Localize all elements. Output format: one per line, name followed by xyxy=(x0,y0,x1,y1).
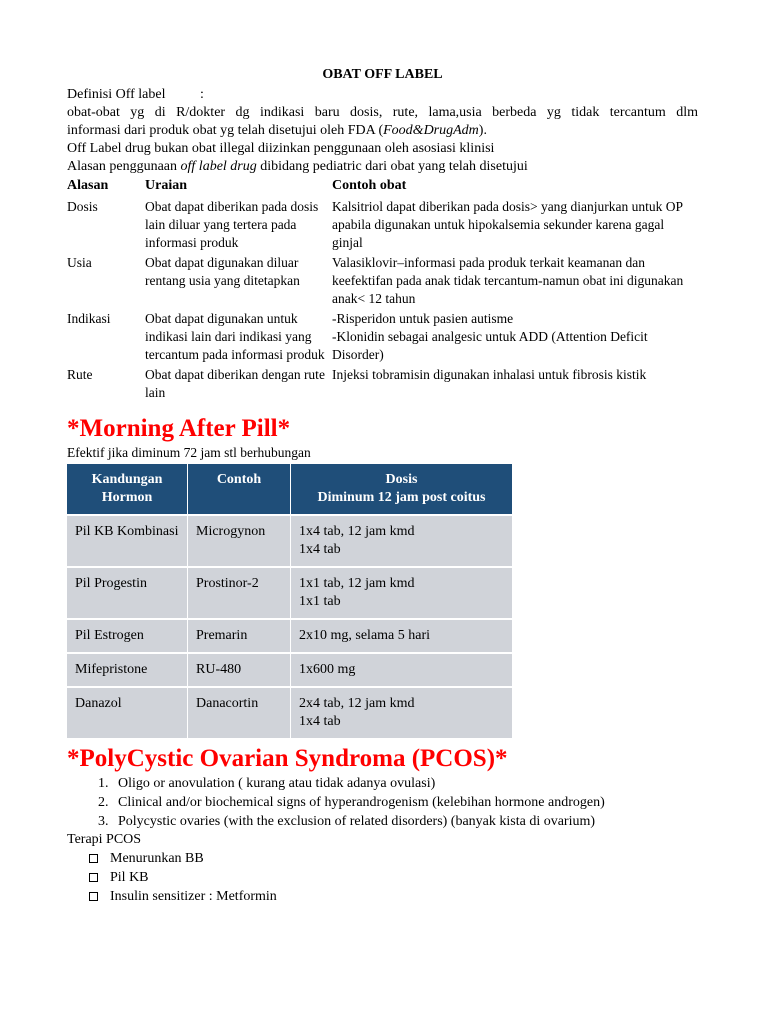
table-row xyxy=(67,567,512,619)
hormon-cell: Pil Estrogen xyxy=(67,619,188,653)
table-row xyxy=(67,619,512,653)
off-label-statement: Off Label drug bukan obat illegal diizinkan penggunaan oleh asosiasi klinisi xyxy=(67,141,495,156)
alasan-intro-pre: Alasan penggunaan xyxy=(67,159,181,174)
contoh-cell: RU-480 xyxy=(188,653,291,687)
dosis-cell xyxy=(291,567,513,619)
table-row xyxy=(67,310,698,366)
morning-after-subtitle: Efektif jika diminum 72 jam stl berhubungan xyxy=(67,445,311,460)
pill-table-header xyxy=(67,464,512,515)
table-row xyxy=(67,198,698,254)
contoh-cell: Kalsitriol dapat diberikan pada dosis> yang dianjurkan untuk OP apabila digunakan untuk hipokalsemia sekunder karena gagal ginjal xyxy=(332,199,683,250)
header-dosis-line1: Dosis xyxy=(385,472,418,487)
page-title: OBAT OFF LABEL xyxy=(322,67,443,82)
definition-text-2-italic: Food&DrugAdm xyxy=(383,123,479,138)
header-dosis-line2: Diminum 12 jam post coitus xyxy=(317,490,486,505)
dosis-line: 1x4 tab xyxy=(299,714,341,729)
definition-text-2-post: ). xyxy=(478,123,487,138)
morning-after-pill-table xyxy=(67,464,512,738)
definition-text-1: obat-obat yg di R/dokter dg indikasi baru dosis, rute, lama,usia berbeda yg tidak tercantum dlm xyxy=(67,105,698,120)
hormon-cell: Mifepristone xyxy=(67,653,188,687)
list-item xyxy=(89,887,698,906)
table-row xyxy=(67,687,512,738)
dosis-line: 1x4 tab, 12 jam kmd xyxy=(299,524,415,539)
list-item: 1. Oligo or anovulation ( kurang atau tidak adanya ovulasi) xyxy=(112,774,698,793)
header-contoh: Contoh xyxy=(188,464,291,515)
terapi-list xyxy=(67,849,698,906)
hormon-cell: Danazol xyxy=(67,687,188,738)
dosis-cell xyxy=(291,687,513,738)
table-row xyxy=(67,254,698,310)
terapi-item-text: Insulin sensitizer : Metformin xyxy=(110,889,277,904)
definition-text-2 xyxy=(67,122,698,140)
table-row xyxy=(67,515,512,567)
terapi-pcos-label: Terapi PCOS xyxy=(67,832,142,847)
uraian-cell: Obat dapat diberikan dengan rute lain xyxy=(145,367,325,400)
alasan-intro xyxy=(67,158,698,176)
checkbox-icon xyxy=(89,892,98,901)
alasan-cell: Dosis xyxy=(67,199,98,214)
list-item: 3. Polycystic ovaries (with the exclusion of related disorders) (banyak kista di ovarium) xyxy=(112,812,698,831)
list-item: 2. Clinical and/or biochemical signs of hyperandrogenism (kelebihan hormone androgen) xyxy=(112,793,698,812)
dosis-line: 1x4 tab xyxy=(299,542,341,557)
dosis-line: 1x1 tab, 12 jam kmd xyxy=(299,576,415,591)
alasan-table xyxy=(67,177,698,404)
list-item xyxy=(89,849,698,868)
alasan-intro-post: dibidang pediatric dari obat yang telah disetujui xyxy=(256,159,528,174)
dosis-cell xyxy=(291,515,513,567)
pcos-heading: *PolyCystic Ovarian Syndroma (PCOS)* xyxy=(67,745,508,772)
hormon-cell: Pil KB Kombinasi xyxy=(67,515,188,567)
dosis-cell xyxy=(291,619,513,653)
header-kandungan-hormon: Kandungan Hormon xyxy=(67,464,188,515)
uraian-cell: Obat dapat diberikan pada dosis lain diluar yang tertera pada informasi produk xyxy=(145,199,319,250)
table-row xyxy=(67,653,512,687)
contoh-cell xyxy=(332,310,698,366)
contoh-cell: Danacortin xyxy=(188,687,291,738)
terapi-item-text: Pil KB xyxy=(110,870,149,885)
contoh-item: -Klonidin sebagai analgesic untuk ADD (Attention Deficit Disorder) xyxy=(332,329,648,362)
header-contoh-obat: Contoh obat xyxy=(332,178,407,193)
header-uraian: Uraian xyxy=(145,178,187,193)
hormon-cell: Pil Progestin xyxy=(67,567,188,619)
alasan-cell: Usia xyxy=(67,255,92,270)
document-page xyxy=(67,66,698,906)
checkbox-icon xyxy=(89,873,98,882)
alasan-intro-italic: off label drug xyxy=(180,159,257,174)
definition-label-line xyxy=(67,86,698,104)
contoh-cell: Premarin xyxy=(188,619,291,653)
header-dosis xyxy=(291,464,513,515)
terapi-item-text: Menurunkan BB xyxy=(110,851,204,866)
uraian-cell: Obat dapat digunakan diluar rentang usia yang ditetapkan xyxy=(145,255,300,288)
alasan-table-header xyxy=(67,177,698,198)
dosis-line: 2x4 tab, 12 jam kmd xyxy=(299,696,415,711)
contoh-cell: Injeksi tobramisin digunakan inhalasi untuk fibrosis kistik xyxy=(332,367,647,382)
dosis-cell xyxy=(291,653,513,687)
header-alasan: Alasan xyxy=(67,178,109,193)
contoh-cell: Prostinor-2 xyxy=(188,567,291,619)
alasan-cell: Indikasi xyxy=(67,311,111,326)
definition-label: Definisi Off label xyxy=(67,87,166,102)
checkbox-icon xyxy=(89,854,98,863)
contoh-cell: Microgynon xyxy=(188,515,291,567)
list-item xyxy=(89,868,698,887)
table-row xyxy=(67,366,698,404)
definition-text-2-pre: informasi dari produk obat yg telah disetujui oleh FDA ( xyxy=(67,123,384,138)
contoh-item: -Risperidon untuk pasien autisme xyxy=(332,311,514,326)
definition-colon: : xyxy=(200,87,204,102)
dosis-line: 1x1 tab xyxy=(299,594,341,609)
pcos-criteria-list xyxy=(67,774,698,831)
contoh-cell: Valasiklovir–informasi pada produk terkait keamanan dan keefektifan pada anak tidak tercantum-namun obat ini digunakan anak< 12 tahun xyxy=(332,255,684,306)
alasan-cell: Rute xyxy=(67,367,93,382)
dosis-line: 1x600 mg xyxy=(299,662,356,677)
dosis-line: 2x10 mg, selama 5 hari xyxy=(299,628,431,643)
morning-after-pill-heading: *Morning After Pill* xyxy=(67,415,291,442)
uraian-cell: Obat dapat digunakan untuk indikasi lain dari indikasi yang tercantum pada informasi produk xyxy=(145,311,325,362)
